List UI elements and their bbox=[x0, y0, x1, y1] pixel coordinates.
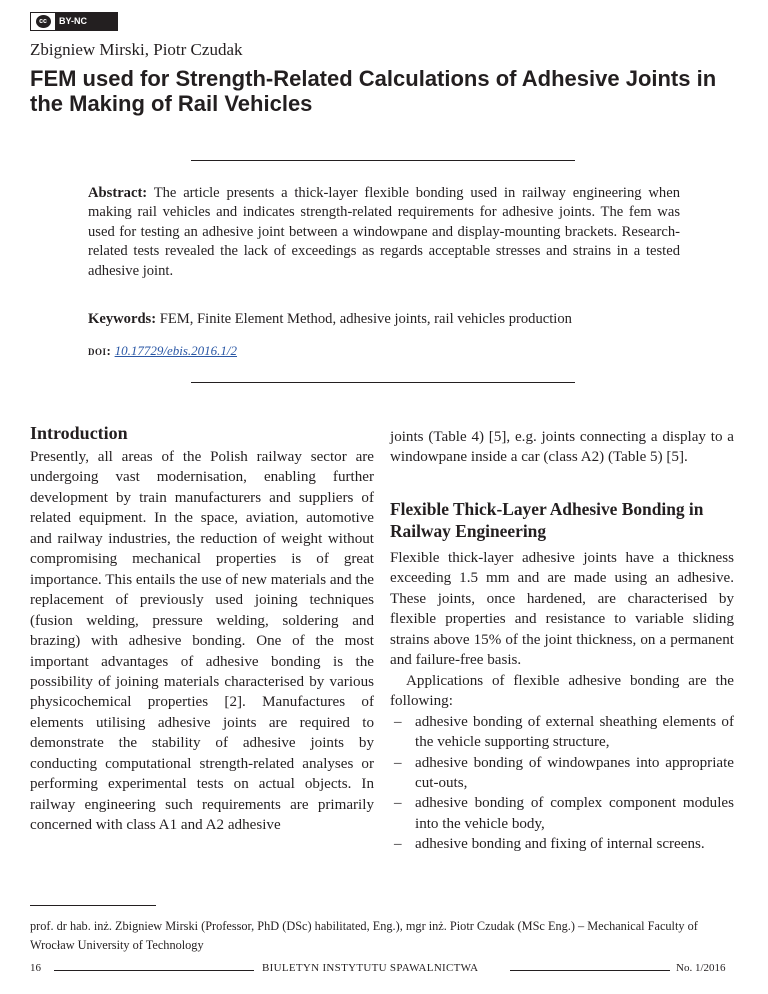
footnote-rule bbox=[30, 905, 156, 906]
issue-number: No. 1/2016 bbox=[676, 962, 726, 974]
keywords-label: Keywords: bbox=[88, 311, 157, 327]
footer-rule-left bbox=[54, 970, 254, 971]
cc-license-badge bbox=[30, 12, 118, 31]
list-item: – adhesive bonding of external sheathing elements of the vehicle supporting structure, bbox=[394, 713, 734, 751]
footer-rule-right bbox=[510, 970, 670, 971]
flexible-bonding-body bbox=[390, 548, 734, 855]
journal-name: BIULETYN INSTYTUTU SPAWALNICTWA bbox=[262, 962, 479, 974]
introduction-heading: Introduction bbox=[30, 423, 128, 443]
article-title: FEM used for Strength-Related Calculations of Adhesive Joints in the Making of Rail Vehicles bbox=[30, 66, 717, 116]
abstract-label: Abstract: bbox=[88, 185, 148, 201]
author-footnote: prof. dr hab. inż. Zbigniew Mirski (Professor, PhD (DSc) habilitated, Eng.), mgr inż. Piotr Czudak (MSc Eng.) – Mechanical Faculty of Wrocław University of Technology bbox=[30, 919, 698, 952]
divider-top bbox=[191, 160, 575, 161]
doi-label: doi: bbox=[88, 343, 112, 358]
keywords-text: FEM, Finite Element Method, adhesive joints, rail vehicles production bbox=[156, 311, 572, 327]
dash-bullet: – bbox=[394, 754, 402, 771]
doi bbox=[88, 343, 237, 359]
list-item: – adhesive bonding of complex component modules into the vehicle body, bbox=[394, 795, 734, 832]
list-item: – adhesive bonding of windowpanes into appropriate cut-outs, bbox=[394, 754, 734, 791]
abstract-text: The article presents a thick-layer flexible bonding used in railway engineering when making rail vehicles and indicates strength-related requirements for adhesive joints. The fem was used for testing an adhesive joint between a windowpane and display-mounting brackets. Research-related tests revealed the lack of exceedings as regards acceptable stresses and strains in a tested adhesive joint. bbox=[88, 185, 680, 279]
keywords bbox=[88, 311, 688, 328]
cc-icon: cc bbox=[31, 13, 55, 30]
applications-list bbox=[390, 712, 734, 855]
abstract bbox=[88, 184, 680, 281]
flexible-bonding-heading: Flexible Thick-Layer Adhesive Bonding in Railway Engineering bbox=[390, 499, 704, 541]
authors: Zbigniew Mirski, Piotr Czudak bbox=[30, 40, 243, 59]
license-label: BY-NC bbox=[55, 13, 117, 30]
flexible-paragraph-1: Flexible thick-layer adhesive joints have a thickness exceeding 1.5 mm and are made using an adhesive. These joints, once hardened, are characterised by flexible properties and resistance to variable sliding strains above 15% of the joint thickness, on a permanent and failure-free basis. bbox=[390, 550, 734, 669]
doi-link[interactable]: 10.17729/ebis.2016.1/2 bbox=[114, 343, 238, 358]
divider-bottom bbox=[191, 382, 575, 383]
dash-bullet: – bbox=[394, 713, 402, 730]
dash-bullet: – bbox=[394, 836, 402, 853]
introduction-continuation: joints (Table 4) [5], e.g. joints connecting a display to a windowpane inside a car (class A2) (Table 5) [5]. bbox=[390, 429, 734, 466]
introduction-text: Presently, all areas of the Polish railway sector are undergoing vast modernisation, enabling further development by train manufacturers and suppliers of related equipment. In the space, aviation, automotive and railway industries, the reduction of weight without compromising mechanical properties is of great importance. This entails the use of new materials and the replacement of previously used joining techniques (fusion welding, pressure welding, soldering and brazing) with adhesive bonding. One of the most important advantages of adhesive bonding is the possibility of joining materials characterised by various physicochemical properties [2]. Manufactures of elements utilising adhesive joints are required to demonstrate the stability of adhesive joints by conducting computational strength-related analyses or performing experimental tests on actual objects. In railway engineering such requirements are primarily concerned with class A1 and A2 adhesive bbox=[30, 449, 374, 834]
list-item: – adhesive bonding and fixing of internal screens. bbox=[390, 834, 734, 854]
flexible-paragraph-2: Applications of flexible adhesive bonding are the following: bbox=[390, 672, 734, 710]
dash-bullet: – bbox=[394, 795, 402, 812]
page-number: 16 bbox=[30, 962, 41, 974]
